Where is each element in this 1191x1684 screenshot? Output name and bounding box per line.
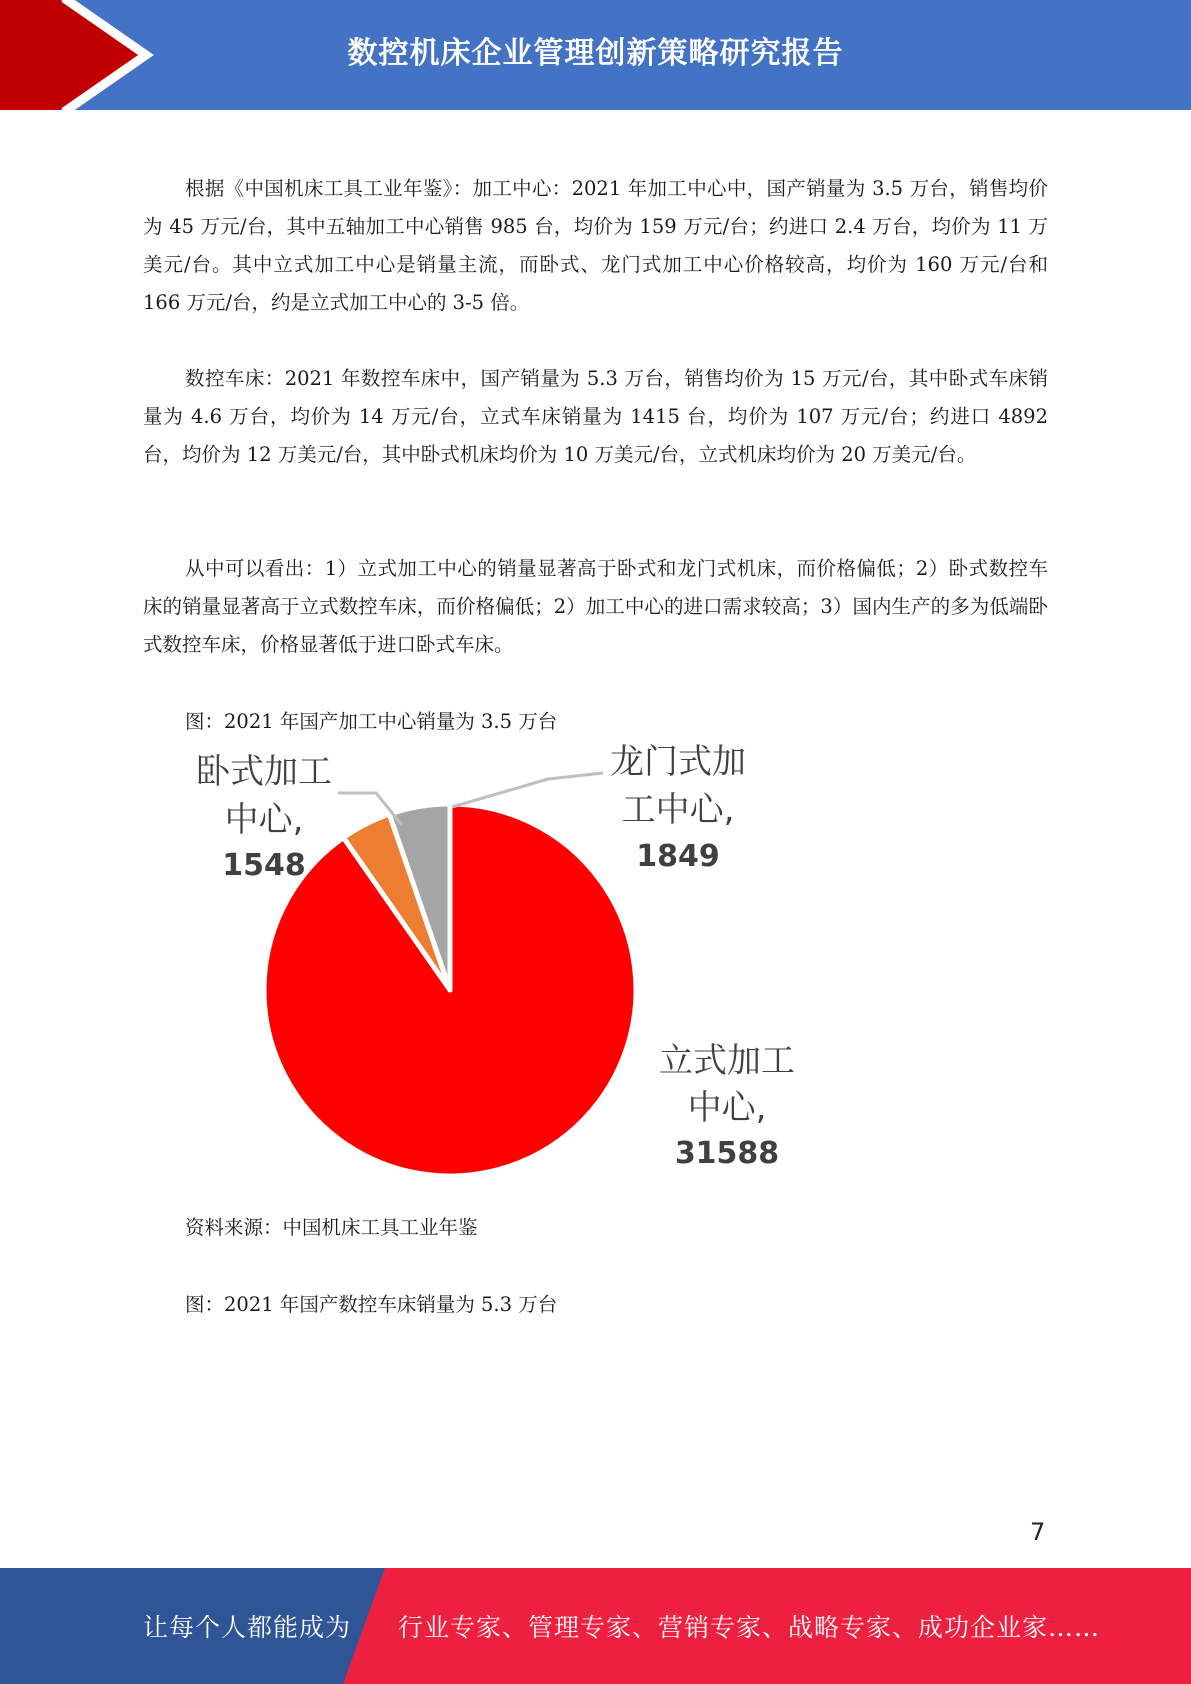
- figure1-caption: 图：2021 年国产加工中心销量为 3.5 万台: [185, 710, 558, 733]
- label-vertical-name-2: 中心,: [687, 1088, 767, 1128]
- footer-slogan-left: 让每个人都能成为: [143, 1613, 352, 1642]
- label-horizontal-name-1: 卧式加工: [196, 752, 332, 792]
- page-header: [0, 0, 1191, 110]
- paragraph-1: 根据《中国机床工具工业年鉴》：加工中心：2021 年加工中心中，国产销量为 3.5 万台，销售均价为 45 万元/台，其中五轴加工中心销售 985 台，均价为 159 万元/台；约进口 2.4 万台，均价为 11 万美元/台。其中立式加工中心是销量主流，而卧式、龙门式加工中心价格较高，均价为 160 万元/台和 166 万元/台，约是立式加工中心的 3-5 倍。: [143, 177, 1048, 314]
- leader-line-gantry: [452, 773, 603, 807]
- paragraph-3: 从中可以看出：1）立式加工中心的销量显著高于卧式和龙门式机床，而价格偏低；2）卧式数控车床的销量显著高于立式数控车床，而价格偏低；2）加工中心的进口需求较高；3）国内生产的多为低端卧式数控车床，价格显著低于进口卧式车床。: [143, 557, 1048, 656]
- footer-slogan-right: 行业专家、管理专家、营销专家、战略专家、成功企业家……: [398, 1613, 1101, 1642]
- label-vertical-name-1: 立式加工: [659, 1041, 795, 1081]
- report-title: 数控机床企业管理创新策略研究报告: [347, 36, 844, 71]
- label-horizontal-value: 1548: [222, 848, 306, 883]
- figure2-caption: 图：2021 年国产数控车床销量为 5.3 万台: [185, 1293, 558, 1316]
- machining-center-pie-chart: [180, 735, 820, 1175]
- page-footer: [0, 1568, 1191, 1684]
- paragraph-2: 数控车床：2021 年数控车床中，国产销量为 5.3 万台，销售均价为 15 万元/台，其中卧式车床销量为 4.6 万台，均价为 14 万元/台，立式车床销量为 1415 台，均价为 107 万元/台；约进口 4892 台，均价为 12 万美元/台，其中卧式机床均价为 10 万美元/台，立式机床均价为 20 万美元/台。: [143, 367, 1048, 466]
- label-vertical-value: 31588: [674, 1136, 780, 1171]
- paragraph-cnc-lathe: [143, 360, 1048, 474]
- label-horizontal-name-2: 中心,: [224, 800, 304, 840]
- figure1-source: 资料来源：中国机床工具工业年鉴: [185, 1216, 478, 1239]
- pie-slices: [264, 804, 636, 1175]
- page-number: 7: [1030, 1518, 1046, 1546]
- label-gantry-value: 1849: [636, 839, 720, 874]
- label-gantry-name-2: 工中心,: [621, 790, 735, 830]
- paragraph-conclusion: [143, 550, 1048, 664]
- label-gantry-name-1: 龙门式加: [610, 742, 746, 782]
- paragraph-machining-center: [143, 170, 1048, 322]
